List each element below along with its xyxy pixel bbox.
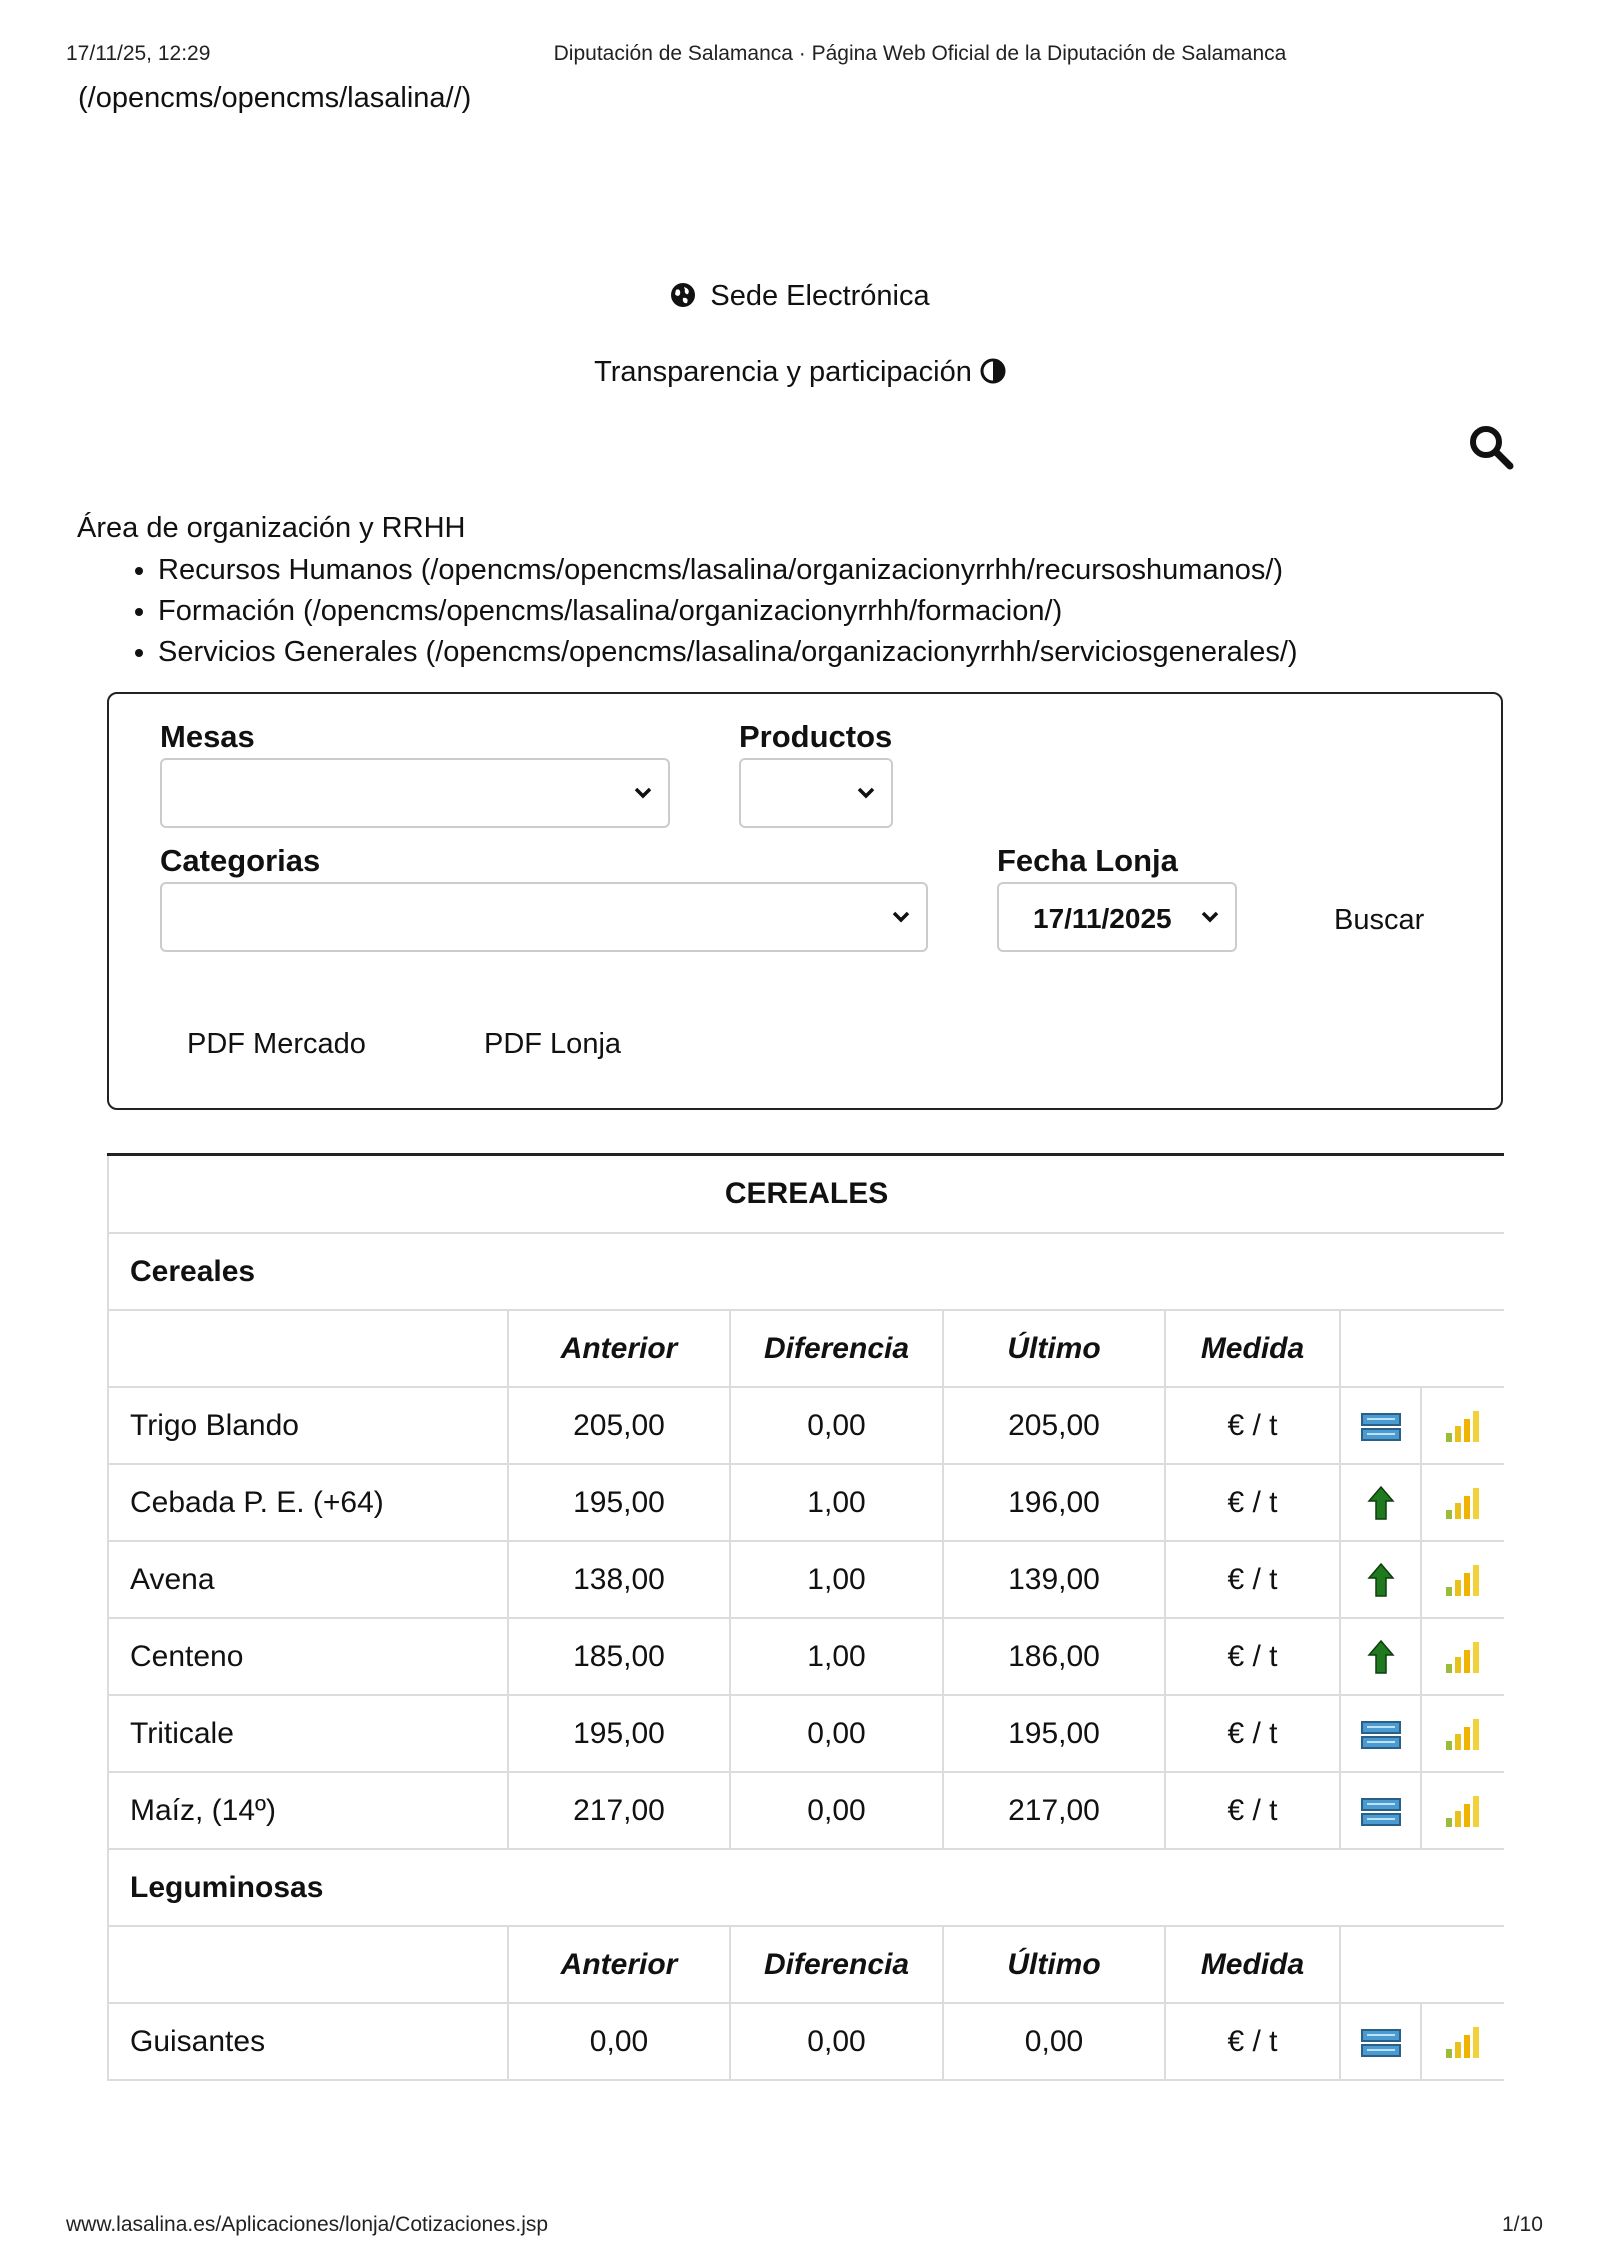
mesas-label: Mesas xyxy=(160,719,255,754)
price-anterior: 185,00 xyxy=(508,1618,730,1695)
search-icon[interactable] xyxy=(1468,424,1514,475)
price-anterior: 0,00 xyxy=(508,2003,730,2080)
sede-label: Sede Electrónica xyxy=(710,280,930,312)
prices-table xyxy=(107,1153,1504,2081)
price-ultimo: 0,00 xyxy=(943,2003,1165,2080)
trend-cell xyxy=(1340,1695,1421,1772)
price-diferencia: 0,00 xyxy=(730,1387,943,1464)
productos-label: Productos xyxy=(739,719,893,754)
product-name: Cebada P. E. (+64) xyxy=(108,1464,508,1541)
price-anterior: 217,00 xyxy=(508,1772,730,1849)
col-header-product xyxy=(108,1926,508,2003)
bar-chart-icon xyxy=(1444,2024,1482,2057)
buscar-button[interactable]: Buscar xyxy=(1334,904,1425,936)
price-ultimo: 196,00 xyxy=(943,1464,1165,1541)
trend-equal-icon xyxy=(1361,1793,1401,1826)
price-medida: € / t xyxy=(1165,1387,1340,1464)
price-diferencia: 1,00 xyxy=(730,1464,943,1541)
product-name: Centeno xyxy=(108,1618,508,1695)
nav-item-formacion[interactable]: • Formación (/opencms/opencms/lasalina/organizacionyrrhh/formacion/) xyxy=(158,591,1298,632)
price-diferencia: 0,00 xyxy=(730,1695,943,1772)
price-anterior: 195,00 xyxy=(508,1464,730,1541)
price-medida: € / t xyxy=(1165,1541,1340,1618)
trend-up-arrow-icon xyxy=(1367,1484,1395,1517)
table-title: CEREALES xyxy=(108,1155,1504,1234)
col-header-ultimo: Último xyxy=(943,1926,1165,2003)
table-row xyxy=(108,1618,1504,1695)
price-medida: € / t xyxy=(1165,1695,1340,1772)
trend-cell xyxy=(1340,1464,1421,1541)
bar-chart-icon xyxy=(1444,1485,1482,1518)
product-name: Trigo Blando xyxy=(108,1387,508,1464)
trend-cell xyxy=(1340,1387,1421,1464)
trend-equal-icon xyxy=(1361,1408,1401,1441)
bar-chart-icon xyxy=(1444,1716,1482,1749)
bar-chart-icon xyxy=(1444,1793,1482,1826)
chart-link[interactable] xyxy=(1421,1387,1504,1464)
bar-chart-icon xyxy=(1444,1562,1482,1595)
chevron-down-icon xyxy=(632,782,654,804)
price-ultimo: 195,00 xyxy=(943,1695,1165,1772)
product-name: Maíz, (14º) xyxy=(108,1772,508,1849)
price-diferencia: 1,00 xyxy=(730,1618,943,1695)
trend-equal-icon xyxy=(1361,1716,1401,1749)
contrast-icon xyxy=(972,356,1006,388)
price-medida: € / t xyxy=(1165,1464,1340,1541)
price-medida: € / t xyxy=(1165,2003,1340,2080)
table-row xyxy=(108,1387,1504,1464)
fecha-lonja-label: Fecha Lonja xyxy=(997,843,1178,878)
trend-cell xyxy=(1340,1618,1421,1695)
price-diferencia: 0,00 xyxy=(730,2003,943,2080)
price-anterior: 138,00 xyxy=(508,1541,730,1618)
print-page-title: Diputación de Salamanca · Página Web Oficial de la Diputación de Salamanca xyxy=(553,42,1287,65)
price-medida: € / t xyxy=(1165,1618,1340,1695)
section-title: Cereales xyxy=(108,1233,1504,1310)
chart-link[interactable] xyxy=(1421,2003,1504,2080)
table-row xyxy=(108,1464,1504,1541)
chart-link[interactable] xyxy=(1421,1618,1504,1695)
print-footer-url: www.lasalina.es/Aplicaciones/lonja/Cotizaciones.jsp xyxy=(66,2213,549,2236)
trend-up-arrow-icon xyxy=(1367,1638,1395,1671)
trend-cell xyxy=(1340,2003,1421,2080)
chart-link[interactable] xyxy=(1421,1464,1504,1541)
col-header-diferencia: Diferencia xyxy=(730,1310,943,1387)
table-row xyxy=(108,1772,1504,1849)
home-link[interactable]: (/opencms/opencms/lasalina//) xyxy=(78,82,472,114)
col-header-diferencia: Diferencia xyxy=(730,1926,943,2003)
price-anterior: 205,00 xyxy=(508,1387,730,1464)
product-name: Triticale xyxy=(108,1695,508,1772)
col-header-icons xyxy=(1340,1926,1504,2003)
trend-up-arrow-icon xyxy=(1367,1561,1395,1594)
price-anterior: 195,00 xyxy=(508,1695,730,1772)
chart-link[interactable] xyxy=(1421,1541,1504,1618)
col-header-medida: Medida xyxy=(1165,1926,1340,2003)
price-ultimo: 217,00 xyxy=(943,1772,1165,1849)
price-diferencia: 0,00 xyxy=(730,1772,943,1849)
categorias-select[interactable] xyxy=(160,882,928,952)
section-title: Leguminosas xyxy=(108,1849,1504,1926)
chart-link[interactable] xyxy=(1421,1772,1504,1849)
transparency-link[interactable] xyxy=(0,356,1600,389)
categorias-label: Categorias xyxy=(160,843,321,878)
fecha-lonja-value: 17/11/2025 xyxy=(1033,903,1172,934)
price-ultimo: 186,00 xyxy=(943,1618,1165,1695)
col-header-ultimo: Último xyxy=(943,1310,1165,1387)
col-header-medida: Medida xyxy=(1165,1310,1340,1387)
fecha-lonja-select[interactable] xyxy=(997,882,1237,952)
nav-item-servicios-generales[interactable]: • Servicios Generales (/opencms/opencms/lasalina/organizacionyrrhh/serviciosgenerales/) xyxy=(158,632,1298,673)
productos-select[interactable] xyxy=(739,758,893,828)
transparency-label: Transparencia y participación xyxy=(594,356,972,388)
col-header-anterior: Anterior xyxy=(508,1926,730,2003)
price-ultimo: 139,00 xyxy=(943,1541,1165,1618)
table-row xyxy=(108,1541,1504,1618)
col-header-anterior: Anterior xyxy=(508,1310,730,1387)
col-header-product xyxy=(108,1310,508,1387)
pdf-lonja-button[interactable]: PDF Lonja xyxy=(484,1028,622,1060)
trend-cell xyxy=(1340,1772,1421,1849)
col-header-icons xyxy=(1340,1310,1504,1387)
globe-icon xyxy=(670,280,710,312)
trend-equal-icon xyxy=(1361,2024,1401,2057)
price-diferencia: 1,00 xyxy=(730,1541,943,1618)
price-medida: € / t xyxy=(1165,1772,1340,1849)
area-nav-list xyxy=(130,550,1298,673)
table-row xyxy=(108,2003,1504,2080)
sede-electronica-link[interactable] xyxy=(0,280,1600,313)
pdf-mercado-button[interactable]: PDF Mercado xyxy=(187,1028,366,1060)
price-ultimo: 205,00 xyxy=(943,1387,1165,1464)
chevron-down-icon xyxy=(855,782,877,804)
mesas-select[interactable] xyxy=(160,758,670,828)
nav-item-recursos-humanos[interactable]: • Recursos Humanos (/opencms/opencms/lasalina/organizacionyrrhh/recursoshumanos/) xyxy=(158,550,1298,591)
trend-cell xyxy=(1340,1541,1421,1618)
print-footer-page: 1/10 xyxy=(1502,2213,1543,2236)
chevron-down-icon xyxy=(890,906,912,928)
chevron-down-icon xyxy=(1199,906,1221,928)
table-row xyxy=(108,1695,1504,1772)
print-datetime: 17/11/25, 12:29 xyxy=(66,42,211,65)
product-name: Avena xyxy=(108,1541,508,1618)
bar-chart-icon xyxy=(1444,1408,1482,1441)
chart-link[interactable] xyxy=(1421,1695,1504,1772)
product-name: Guisantes xyxy=(108,2003,508,2080)
bar-chart-icon xyxy=(1444,1639,1482,1672)
area-title: Área de organización y RRHH xyxy=(77,512,466,544)
prices-table-wrapper xyxy=(107,1153,1504,2101)
